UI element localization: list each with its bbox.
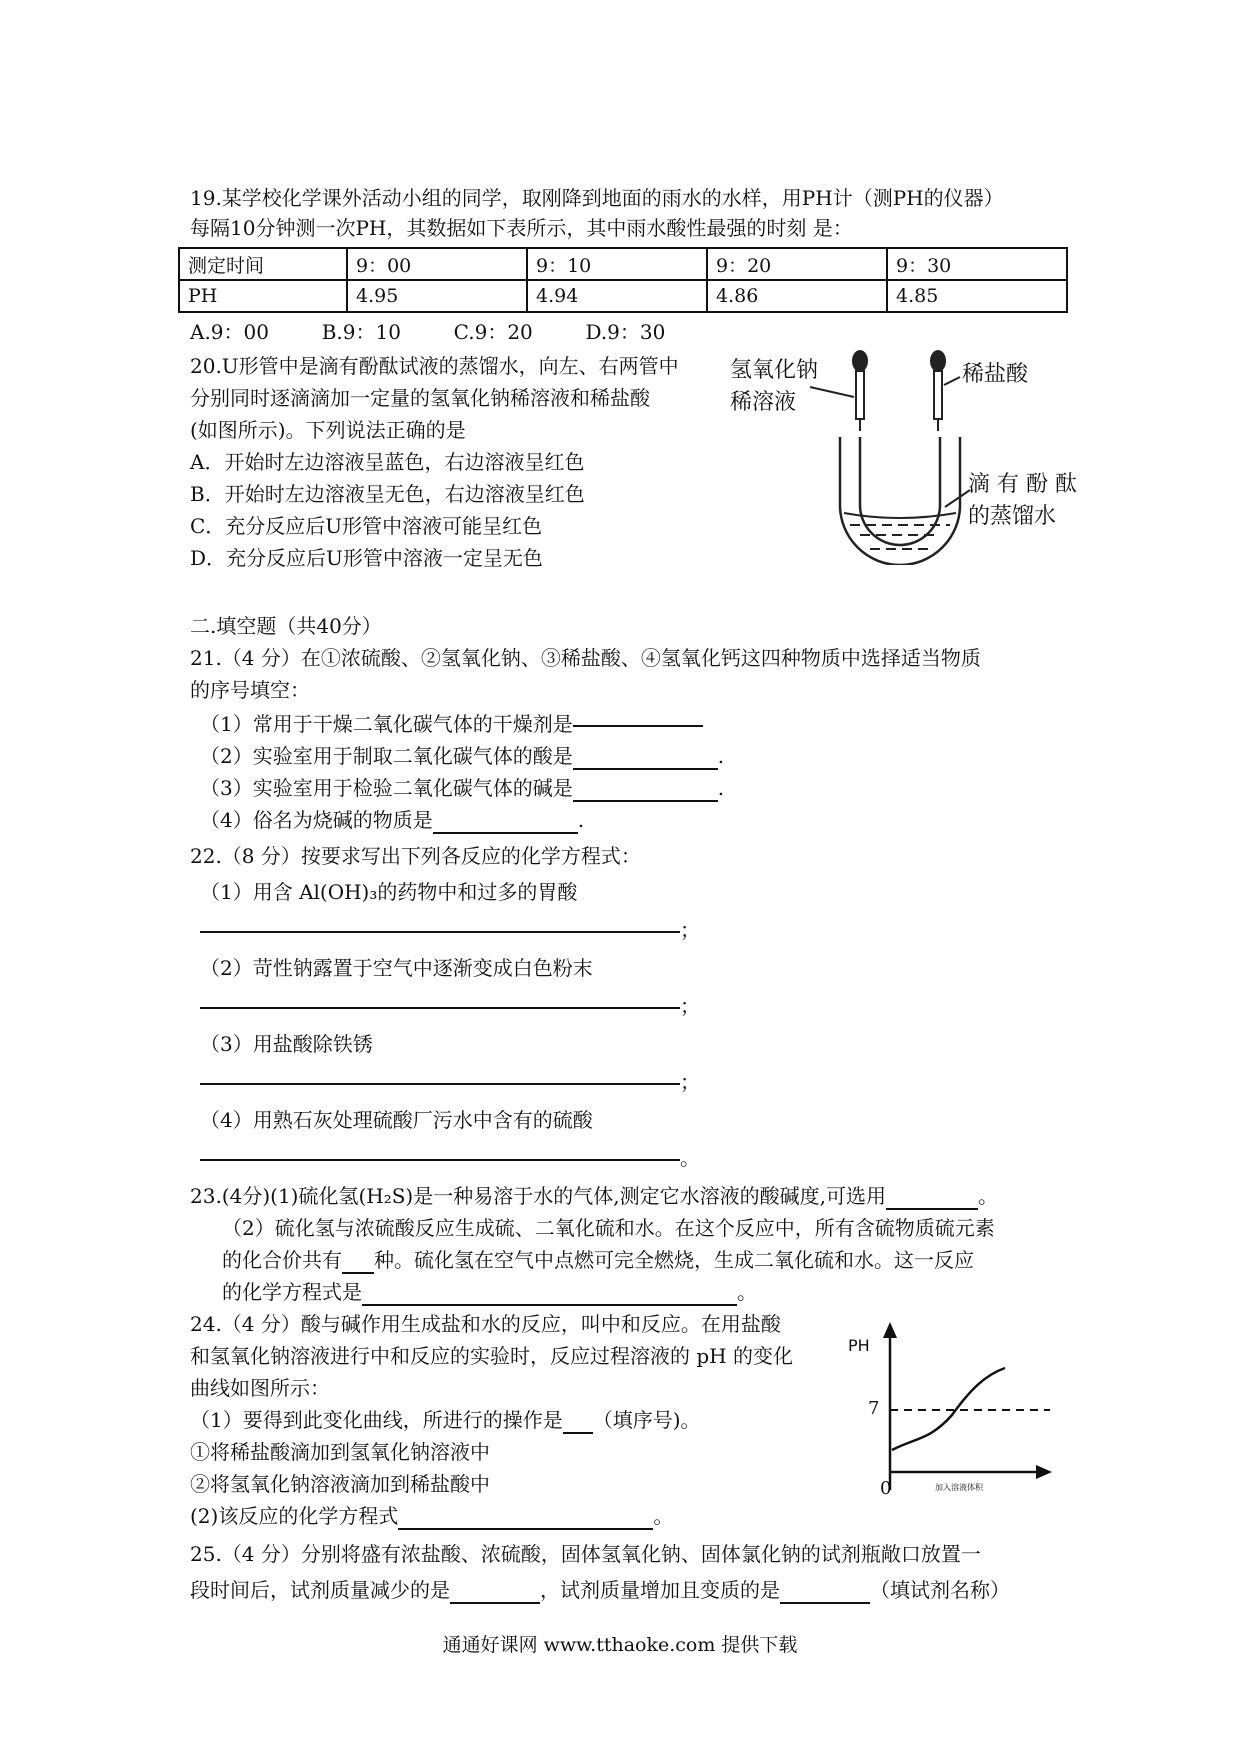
q24-item1a: （1）要得到此变化曲线，所进行的操作是 [190,1408,563,1432]
answer-blank [398,1508,653,1530]
q20-option-c: C．充分反应后U形管中溶液可能呈红色 [190,514,543,538]
graph-origin: 0 [880,1478,892,1499]
q24-item2-text: (2)该反应的化学方程式 [190,1504,399,1528]
q19-option-a: A.9：00 [190,320,269,344]
q22-item4: （4）用熟石灰处理硫酸厂污水中含有的硫酸 [200,1108,593,1132]
q24-line3: 曲线如图所示： [190,1376,330,1400]
naoh-label-1: 氢氧化钠 [730,358,819,383]
q21-line2: 的序号填空： [190,678,310,702]
left-dropper-tube [856,371,864,419]
answer-line [573,725,703,727]
fullstop: 。 [653,1504,674,1528]
page-footer: 通通好课网 www.tthaoke.com 提供下载 [442,1634,798,1656]
answer-blank [450,1582,540,1604]
table-cell: 测定时间 [179,248,347,280]
q19-option-b: B.9：10 [321,320,401,344]
naoh-label-2: 稀溶液 [730,390,797,415]
q20-option-b: B．开始时左边溶液呈无色，右边溶液呈红色 [190,482,585,506]
end-punct: ； [680,994,700,1018]
q22-answer4 [200,1144,700,1172]
q21-item2-text: （2）实验室用于制取二氧化碳气体的酸是 [200,744,573,768]
graph-x-label: 加入溶液体积 [935,1483,983,1492]
right-dropper-bulb [930,350,946,372]
answer-blank [573,748,718,770]
water-label-2: 的蒸馏水 [968,504,1057,529]
table-cell: 9：10 [527,248,707,280]
q23-line3 [222,1246,974,1274]
q22-answer1 [200,916,700,944]
fullstop: 。 [977,1184,998,1208]
q24-item1b: （填序号)。 [592,1408,701,1432]
q20-line3: (如图所示)。下列说法正确的是 [190,418,466,442]
table-row [179,248,1067,280]
end-punct: ； [680,918,700,942]
q22-item1: （1）用含 Al(OH)₃的药物中和过多的胃酸 [200,880,578,904]
q25-line2 [190,1576,1010,1604]
q21-item4-text: （4）俗名为烧碱的物质是 [200,808,433,832]
table-cell: 4.94 [527,280,707,312]
y-axis-arrow [883,1322,897,1338]
q24-opt1: ①将稀盐酸滴加到氢氧化钠溶液中 [190,1440,490,1464]
answer-blank [886,1188,978,1210]
q24-line1: 24.（4 分）酸与碱作用生成盐和水的反应，叫中和反应。在用盐酸 [190,1312,781,1336]
answer-blank [342,1252,374,1274]
q19-options [190,318,665,346]
q23-line3b: 种。硫化氢在空气中点燃可完全燃烧，生成二氧化硫和水。这一反应 [374,1248,974,1272]
hcl-label: 稀盐酸 [962,362,1029,387]
q21-item4 [200,806,584,834]
q25-line2c: （填试剂名称） [870,1578,1010,1602]
q22-item3: （3）用盐酸除铁锈 [200,1032,373,1056]
q24-item1 [190,1406,701,1434]
q25-line2a: 段时间后，试剂质量减少的是 [190,1578,450,1602]
left-dropper-bulb [852,350,868,372]
period: . [577,808,585,832]
q20-line1: 20.U形管中是滴有酚酞试液的蒸馏水，向左、右两管中 [190,354,679,378]
answer-line [200,1083,680,1085]
right-dropper-tube [934,371,942,419]
q21-item2 [200,742,724,770]
water-label-1: 滴 有 酚 酞 [968,472,1077,497]
graph-seven: 7 [868,1398,880,1419]
ph-curve-graph [860,1320,1060,1500]
end-punct: 。 [680,1146,700,1170]
q21-item1-text: （1）常用于干燥二氧化碳气体的干燥剂是 [200,712,573,736]
end-punct: ； [680,1070,700,1094]
q23-line3a: 的化合价共有 [222,1248,342,1272]
table-row [179,280,1067,312]
answer-line [200,931,680,933]
ph-table [178,247,1068,313]
q23-line2: （2）硫化氢与浓硫酸反应生成硫、二氧化硫和水。在这个反应中，所有含硫物质硫元素 [222,1216,995,1240]
q24-item2 [190,1502,673,1530]
q23-line4 [222,1278,757,1306]
q21-item3 [200,774,724,802]
answer-blank [563,1412,593,1434]
table-cell: PH [179,280,347,312]
q19-line1: 19.某学校化学课外活动小组的同学，取刚降到地面的雨水的水样，用PH计（测PH的仪器） [190,186,1004,210]
answer-blank [362,1284,737,1306]
q19-line2: 每隔10分钟测一次PH，其数据如下表所示，其中雨水酸性最强的时刻 是： [190,216,853,240]
fullstop: 。 [737,1280,757,1304]
x-axis-arrow [1036,1465,1052,1479]
answer-blank [573,780,718,802]
q22-item2: （2）苛性钠露置于空气中逐渐变成白色粉末 [200,956,593,980]
q20-line2: 分别同时逐滴滴加一定量的氢氧化钠稀溶液和稀盐酸 [190,386,650,410]
table-cell: 4.85 [887,280,1067,312]
q25-line2b: ，试剂质量增加且变质的是 [540,1578,780,1602]
q24-opt2: ②将氢氧化钠溶液滴加到稀盐酸中 [190,1472,490,1496]
graph-y-label: PH [848,1336,870,1355]
q21-line1: 21.（4 分）在①浓硫酸、②氢氧化钠、③稀盐酸、④氢氧化钙这四种物质中选择适当物质 [190,646,981,670]
table-cell: 4.86 [707,280,887,312]
q24-line2: 和氢氧化钠溶液进行中和反应的实验时，反应过程溶液的 pH 的变化 [190,1344,793,1368]
period: . [717,776,725,800]
table-cell: 4.95 [347,280,527,312]
answer-blank [780,1582,870,1604]
q19-option-d: D.9：30 [585,320,666,344]
answer-line [200,1159,680,1161]
q25-line1: 25.（4 分）分别将盛有浓盐酸、浓硫酸，固体氢氧化钠、固体氯化钠的试剂瓶敞口放置一 [190,1542,981,1566]
q22-answer3 [200,1068,700,1096]
q20-option-a: A．开始时左边溶液呈蓝色，右边溶液呈红色 [190,450,585,474]
q23-line4-text: 的化学方程式是 [222,1280,362,1304]
q19-option-c: C.9：20 [453,320,533,344]
answer-line [200,1007,680,1009]
q22-title: 22.（8 分）按要求写出下列各反应的化学方程式： [190,844,641,868]
u-tube-inner [860,437,940,545]
q23-line1 [190,1182,998,1210]
table-cell: 9：30 [887,248,1067,280]
q21-item3-text: （3）实验室用于检验二氧化碳气体的碱是 [200,776,573,800]
table-cell: 9：20 [707,248,887,280]
q20-option-d: D．充分反应后U形管中溶液一定呈无色 [190,546,543,570]
section2-title: 二.填空题（共40分） [190,614,382,638]
period: . [717,744,725,768]
table-cell: 9：00 [347,248,527,280]
answer-blank [433,812,578,834]
q21-item1 [200,710,703,738]
q22-answer2 [200,992,700,1020]
q23-line1-text: 23.(4分)(1)硫化氢(H₂S)是一种易溶于水的气体,测定它水溶液的酸碱度,可选用 [190,1184,886,1208]
